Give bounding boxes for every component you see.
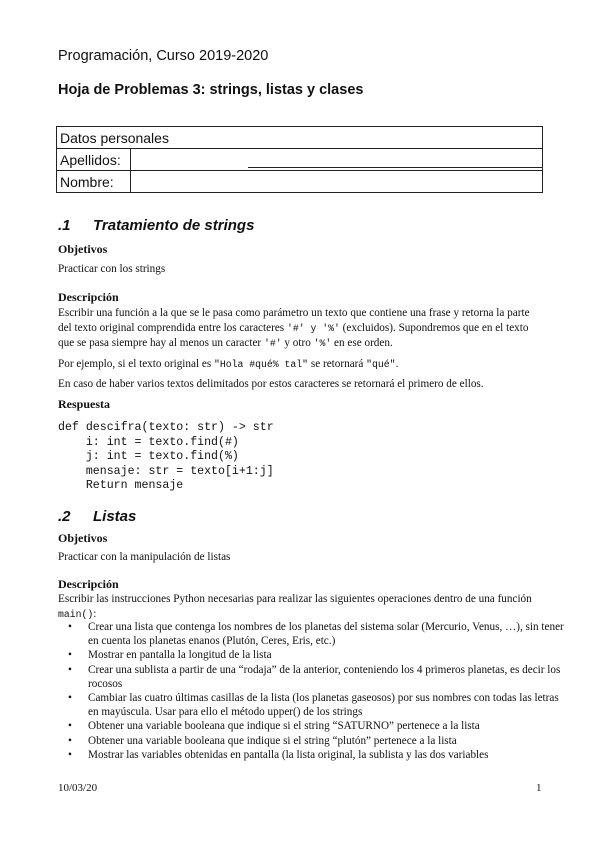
- section2-description-heading: Descripción: [58, 577, 119, 591]
- list-item-text: Obtener una variable booleana que indique si el string “SATURNO” pertenece a la lista: [88, 720, 480, 733]
- footer-date: 10/03/20: [58, 782, 98, 794]
- bullet-icon: •: [68, 692, 72, 705]
- section1-objectives-text: Practicar con los strings: [58, 263, 166, 275]
- list-item: [68, 648, 564, 662]
- desc-text: se retornará: [308, 358, 367, 370]
- list-item-text: Crear una lista que contenga los nombres de los planetas del sistema solar (Mercurio, Venus, …), sin tener en cuenta los planetas enanos (Plutón, Ceres, Eris, etc.): [88, 621, 564, 648]
- personal-data-heading: Datos personales: [57, 127, 543, 149]
- list-item-text: Cambiar las cuatro últimas casillas de la lista (los planetas gaseosos) por sus nombres con todas las letras en mayúscula. Usar para ello el método upper() de los strings: [88, 692, 559, 719]
- bullet-icon: •: [68, 748, 72, 761]
- hash-char: '#': [263, 338, 282, 349]
- section1-answer-heading: Respuesta: [58, 397, 111, 411]
- operations-list: [58, 620, 564, 762]
- name-label: Nombre:: [57, 171, 131, 193]
- surname-label: Apellidos:: [57, 149, 131, 171]
- desc-text: Escribir una función a la que se le pasa como parámetro un texto que contiene una frase y retorna la parte del texto original comprendida entre los caracteres: [58, 307, 530, 334]
- bullet-icon: •: [68, 720, 72, 733]
- sheet-title: Hoja de Problemas 3: strings, listas y clases: [58, 82, 364, 98]
- list-item-text: Obtener una variable booleana que indique si el string “plutón” pertenece a la lista: [88, 734, 457, 747]
- section1-title: Tratamiento de strings: [93, 217, 255, 234]
- section1-objectives-heading: Objetivos: [58, 242, 108, 256]
- bullet-icon: •: [68, 649, 72, 662]
- list-item-text: Mostrar en pantalla la longitud de la lista: [88, 649, 272, 662]
- desc-text: en ese orden.: [331, 337, 393, 349]
- example-result: "qué": [366, 359, 396, 370]
- list-item: [68, 620, 564, 648]
- section2-objectives-text: Practicar con la manipulación de listas: [58, 551, 231, 563]
- section1-description-heading: Descripción: [58, 290, 119, 304]
- list-item-text: Crear una sublista a partir de una “rodaja” de la anterior, conteniendo los 4 primeros planetas, es decir los rocosos: [88, 663, 561, 690]
- course-title: Programación, Curso 2019-2020: [58, 48, 269, 64]
- code-line: Return mensaje: [58, 479, 184, 493]
- delimiter-chars: '#' y '%': [286, 323, 340, 334]
- code-line: i: int = texto.find(#): [58, 435, 239, 449]
- desc-text: (excluidos). Supondremos que en el texto que se pasa siempre hay al menos un caracter: [58, 322, 529, 349]
- list-item-text: Mostrar las variables obtenidas en pantalla (la lista original, la sublista y las dos variables: [88, 748, 489, 761]
- bullet-icon: •: [68, 734, 72, 747]
- section1-desc-paragraph-2: [58, 357, 542, 372]
- section1-desc-paragraph-1: [58, 306, 542, 351]
- name-field[interactable]: [131, 171, 543, 193]
- personal-data-table: [56, 126, 543, 193]
- section1-number: .1: [58, 217, 71, 234]
- surname-underline: [248, 167, 542, 168]
- footer-page-number: 1: [536, 782, 542, 794]
- bullet-icon: •: [68, 663, 72, 676]
- desc-text: .: [395, 358, 399, 370]
- section2-title: Listas: [93, 508, 137, 525]
- section2-number: .2: [58, 508, 71, 525]
- main-function-name: main(): [58, 609, 94, 620]
- section2-intro: [58, 592, 542, 622]
- desc-text: Por ejemplo, si el texto original es: [58, 358, 214, 370]
- percent-char: '%': [313, 338, 332, 349]
- intro-text: Escribir las instrucciones Python necesarias para realizar las siguientes operaciones dentro de una función: [58, 593, 532, 605]
- section2-objectives-heading: Objetivos: [58, 531, 108, 545]
- section1-heading: [58, 217, 254, 234]
- code-line: def descifra(texto: str) -> str: [58, 421, 274, 434]
- list-item: [68, 748, 564, 762]
- list-item: [68, 734, 564, 748]
- answer-code-block: [58, 421, 274, 494]
- bullet-icon: •: [68, 621, 72, 633]
- list-item: [68, 663, 564, 691]
- intro-text: :: [93, 608, 97, 620]
- example-input: "Hola #qué% tal": [213, 359, 309, 370]
- code-line: j: int = texto.find(%): [58, 450, 239, 464]
- desc-text: y otro: [281, 337, 314, 349]
- list-item: [68, 691, 564, 719]
- section2-heading: [58, 508, 136, 525]
- list-item: [68, 719, 564, 733]
- section1-desc-paragraph-3: En caso de haber varios textos delimitados por estos caracteres se retornará el primero de ellos.: [58, 378, 484, 390]
- code-line: mensaje: str = texto[i+1:j]: [58, 464, 274, 478]
